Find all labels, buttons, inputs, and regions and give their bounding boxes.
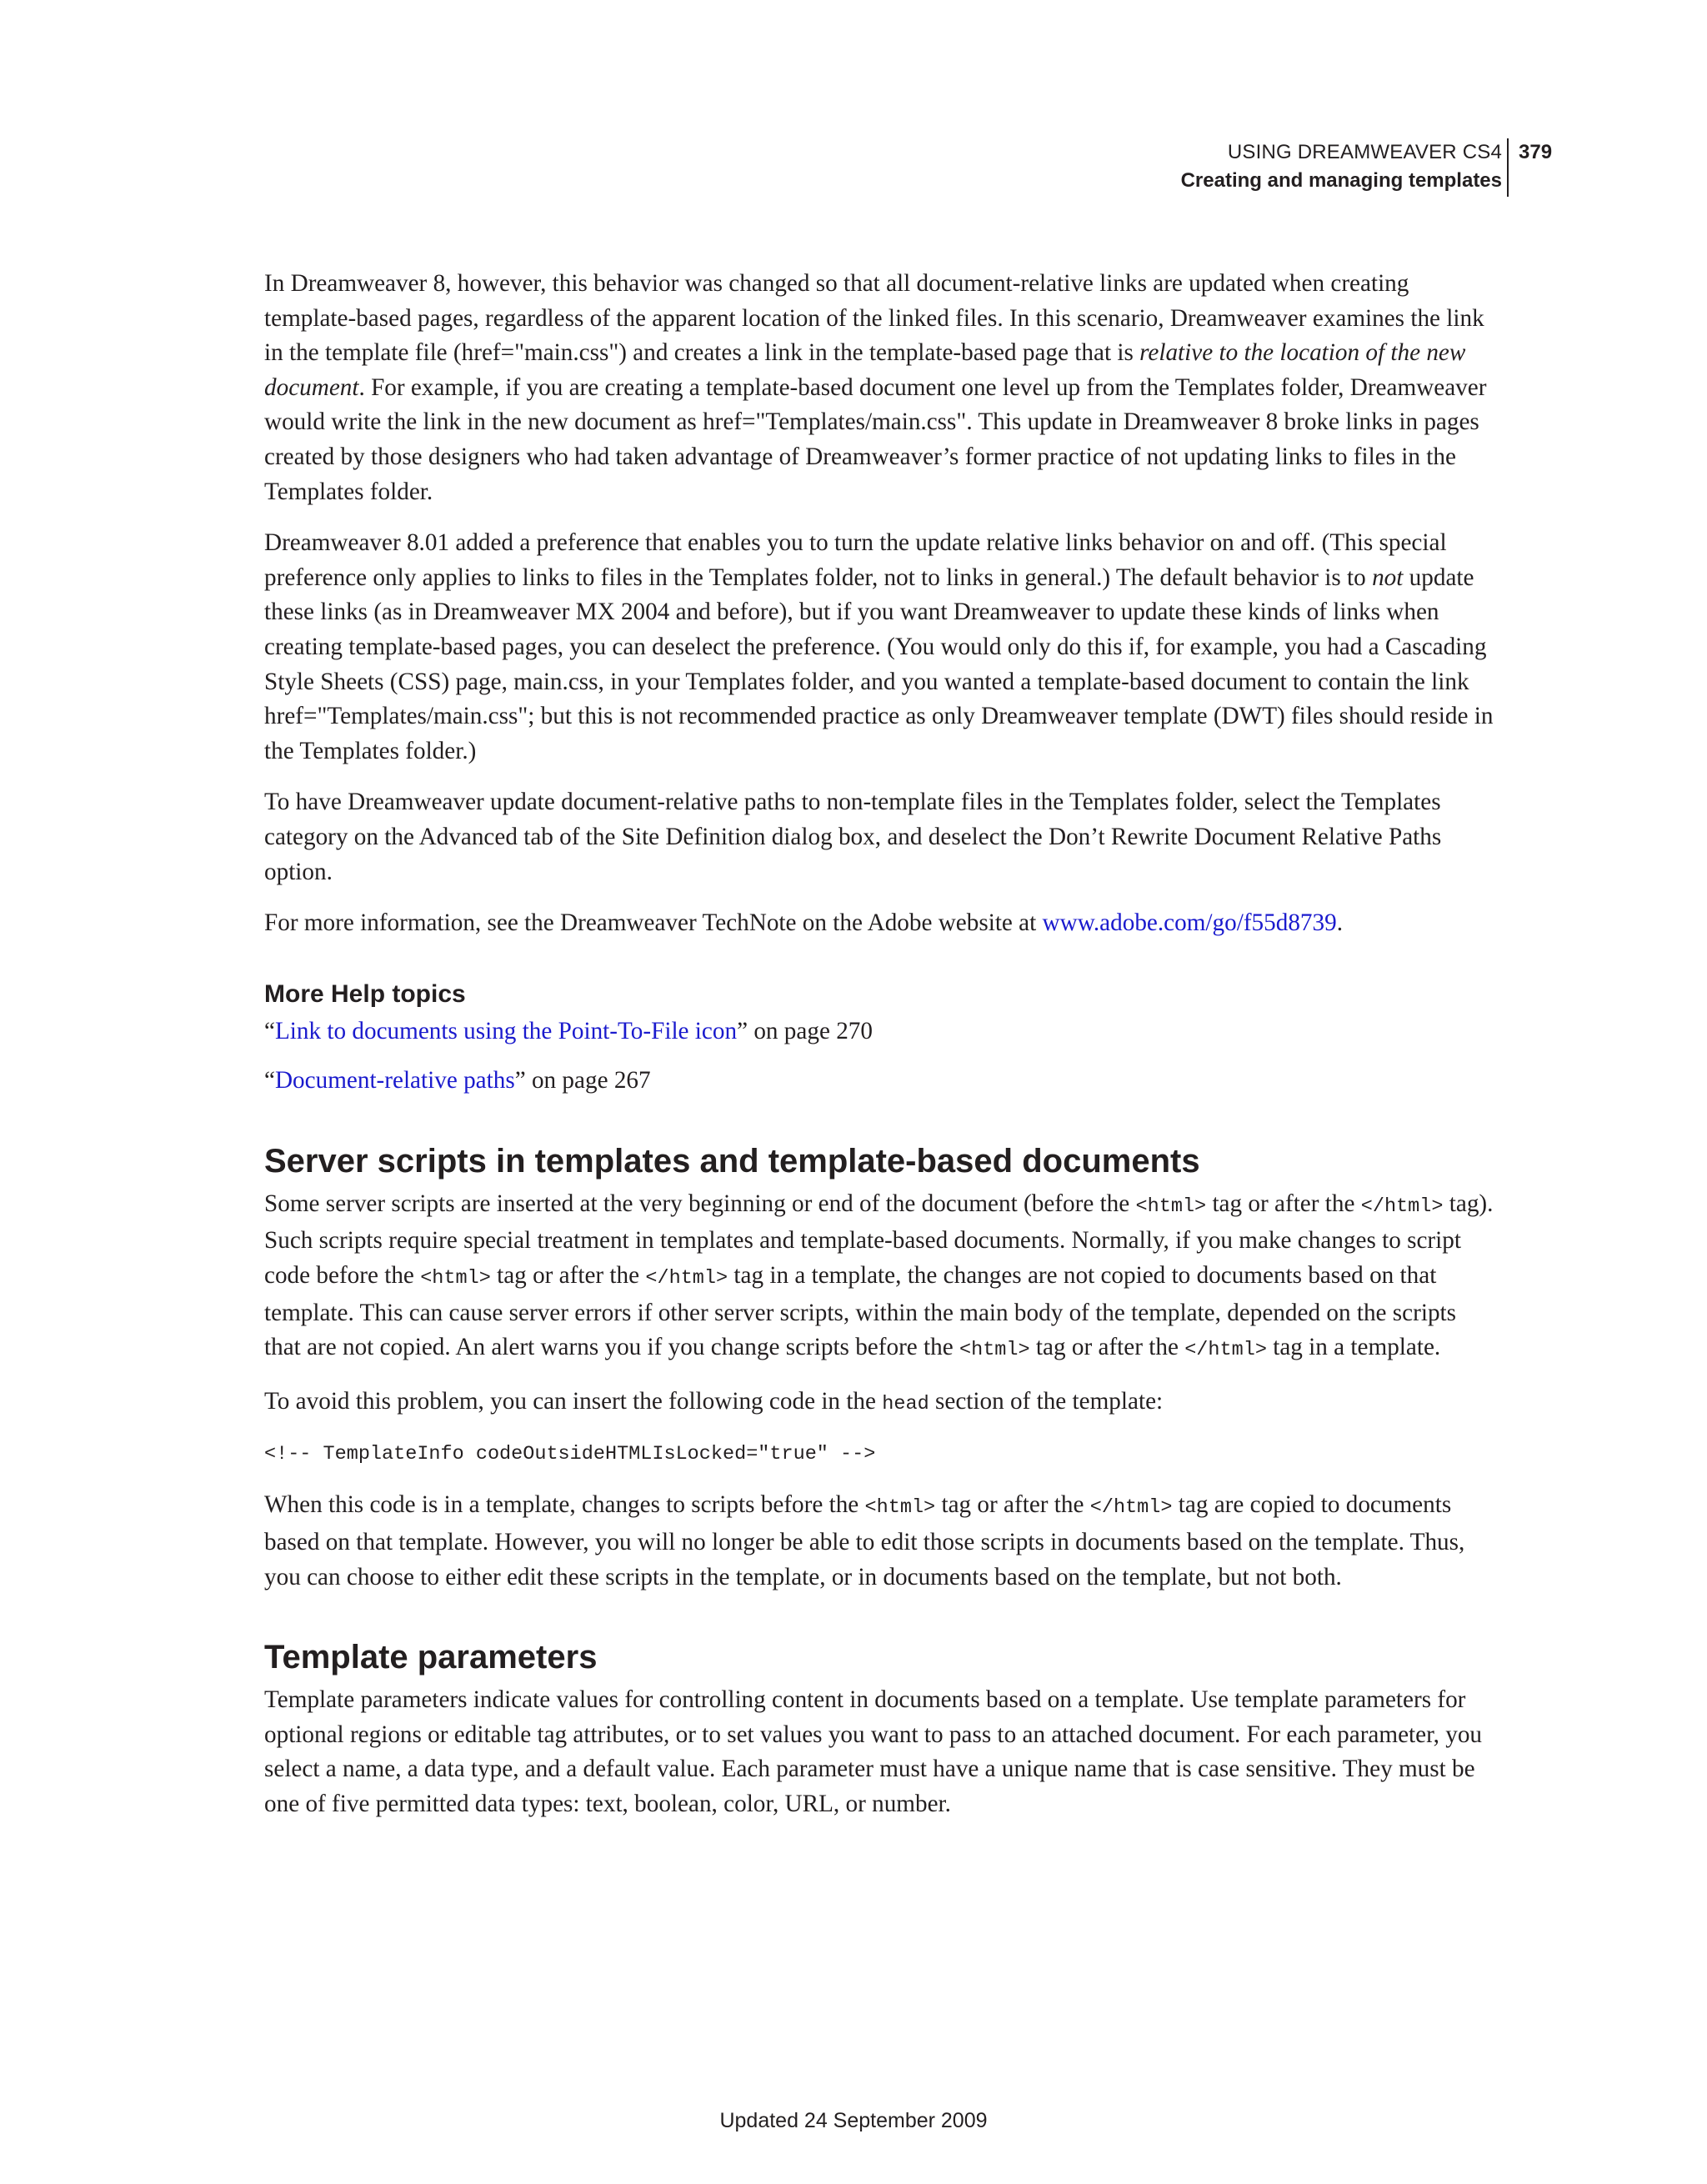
inline-code: </html> (1360, 1195, 1444, 1218)
text: section of the template: (929, 1387, 1164, 1415)
quote: “ (264, 1067, 275, 1095)
inline-code: <html> (959, 1339, 1030, 1362)
inline-code: </html> (1089, 1496, 1173, 1520)
inline-code: <html> (1135, 1195, 1207, 1218)
footer-updated: Updated 24 September 2009 (719, 2109, 988, 2132)
page-content (264, 267, 1494, 1839)
text: tag or after the (935, 1491, 1090, 1519)
text: . For example, if you are creating a template-based document one level up from the Templates folder, Dreamweaver would write the link in the new document as href="Templates/main.css". This update in Dreamweaver 8 broke links in pages created by those designers who had taken advantage of Dreamweaver’s former practice of not updating links to files in the Templates folder. (264, 373, 1487, 505)
text: update these links (as in Dreamweaver MX 2004 and before), but if you want Dreamweaver to update these kinds of links when creating template-based pages, you can deselect the preference. (You would only do this if, for example, you had a Cascading Style Sheets (CSS) page, main.css, in your Templates folder, and you wanted a template-based document to contain the link href="Templates/main.css"; but this is not recommended practice as only Dreamweaver template (DWT) files should reside in the Templates folder.) (264, 564, 1494, 764)
emphasis: not (1372, 564, 1404, 591)
text: When this code is in a template, changes to scripts before the (264, 1491, 865, 1519)
text: . (1336, 909, 1344, 937)
help-topic-item (264, 1064, 1494, 1099)
section-heading-template-parameters: Template parameters (264, 1639, 598, 1676)
emphasis: relative to the location of the new document (264, 339, 1466, 401)
server-paragraph-2 (264, 1385, 1494, 1422)
running-header (0, 138, 1707, 198)
text: tag or after the (1029, 1334, 1185, 1361)
text: In Dreamweaver 8, however, this behavior was changed so that all document-relative links are updated when creating template-based pages, regardless of the apparent location of the linked files. In this scenario, Dreamweaver examines the link in the template file (href="main.css") and creates a link in the template-based page that is (264, 270, 1484, 367)
help-topic-item (264, 1014, 1494, 1049)
params-paragraph-1: Template parameters indicate values for controlling content in documents based on a template. Use template parameters for optional regions or editable tag attributes, or to set values you want to pass to an attached document. For each parameter, you select a name, a data type, and a default value. Each parameter must have a unique name that is case sensitive. They must be one of five permitted data types: text, boolean, color, URL, or number. (264, 1686, 1483, 1817)
text: Dreamweaver 8.01 added a preference that enables you to turn the update relative links behavior on and off. (This special preference only applies to links to files in the Templates folder, not to links in general.) The default behavior is to (264, 529, 1447, 591)
text: tag or after the (1206, 1190, 1361, 1217)
paragraph-1 (264, 267, 1494, 509)
help-topic-link-point-to-file[interactable]: Link to documents using the Point-To-File icon (274, 1017, 738, 1044)
server-paragraph-1 (264, 1187, 1494, 1368)
paragraph-4 (264, 906, 1494, 941)
paragraph-3: To have Dreamweaver update document-relative paths to non-template files in the Templates folder, select the Templates category on the Advanced tab of the Site Definition dialog box, and deselect the Don’t Rewrite Document Relative Paths option. (264, 789, 1442, 885)
inline-code: </html> (645, 1267, 728, 1290)
code-sample: <!-- TemplateInfo codeOutsideHTMLIsLocked="true" --> (264, 1443, 876, 1466)
text: tag in a template. (1266, 1334, 1441, 1361)
page-ref: ” on page 267 (514, 1067, 651, 1095)
quote: “ (264, 1017, 275, 1044)
text: Some server scripts are inserted at the very beginning or end of the document (before the (264, 1190, 1136, 1217)
header-title: USING DREAMWEAVER CS4 (1227, 141, 1502, 163)
technote-link[interactable]: www.adobe.com/go/f55d8739 (1042, 909, 1337, 937)
header-divider (1507, 138, 1509, 197)
header-subtitle: Creating and managing templates (1180, 169, 1502, 192)
server-paragraph-3 (264, 1488, 1494, 1595)
more-help-heading: More Help topics (264, 979, 466, 1008)
inline-code: <html> (420, 1267, 491, 1290)
text: tag). Such scripts require special treatment in templates and template-based documents. Normally, if you make changes to script code before the (264, 1190, 1494, 1290)
paragraph-2 (264, 526, 1494, 769)
help-topic-link-document-relative[interactable]: Document-relative paths (274, 1067, 515, 1095)
text: tag in a template, the changes are not copied to documents based on that template. This can cause server errors if other server scripts, within the main body of the template, depended on the scripts that are not copied. An alert warns you if you change scripts before the (264, 1262, 1457, 1361)
text: To avoid this problem, you can insert the following code in the (264, 1387, 883, 1415)
inline-code: head (882, 1392, 929, 1415)
header-text (1181, 138, 1502, 195)
section-heading-server-scripts: Server scripts in templates and template-based documents (264, 1142, 1200, 1180)
inline-code: <html> (864, 1496, 936, 1520)
page-number: 379 (1519, 141, 1553, 163)
page-ref: ” on page 270 (737, 1017, 873, 1044)
text: tag or after the (490, 1262, 646, 1290)
text: For more information, see the Dreamweaver TechNote on the Adobe website at (264, 909, 1043, 937)
inline-code: </html> (1184, 1339, 1267, 1362)
text: tag are copied to documents based on that template. However, you will no longer be able to edit those scripts in documents based on the template. Thus, you can choose to either edit these scripts in the template, or in documents based on the template, but not both. (264, 1491, 1465, 1590)
